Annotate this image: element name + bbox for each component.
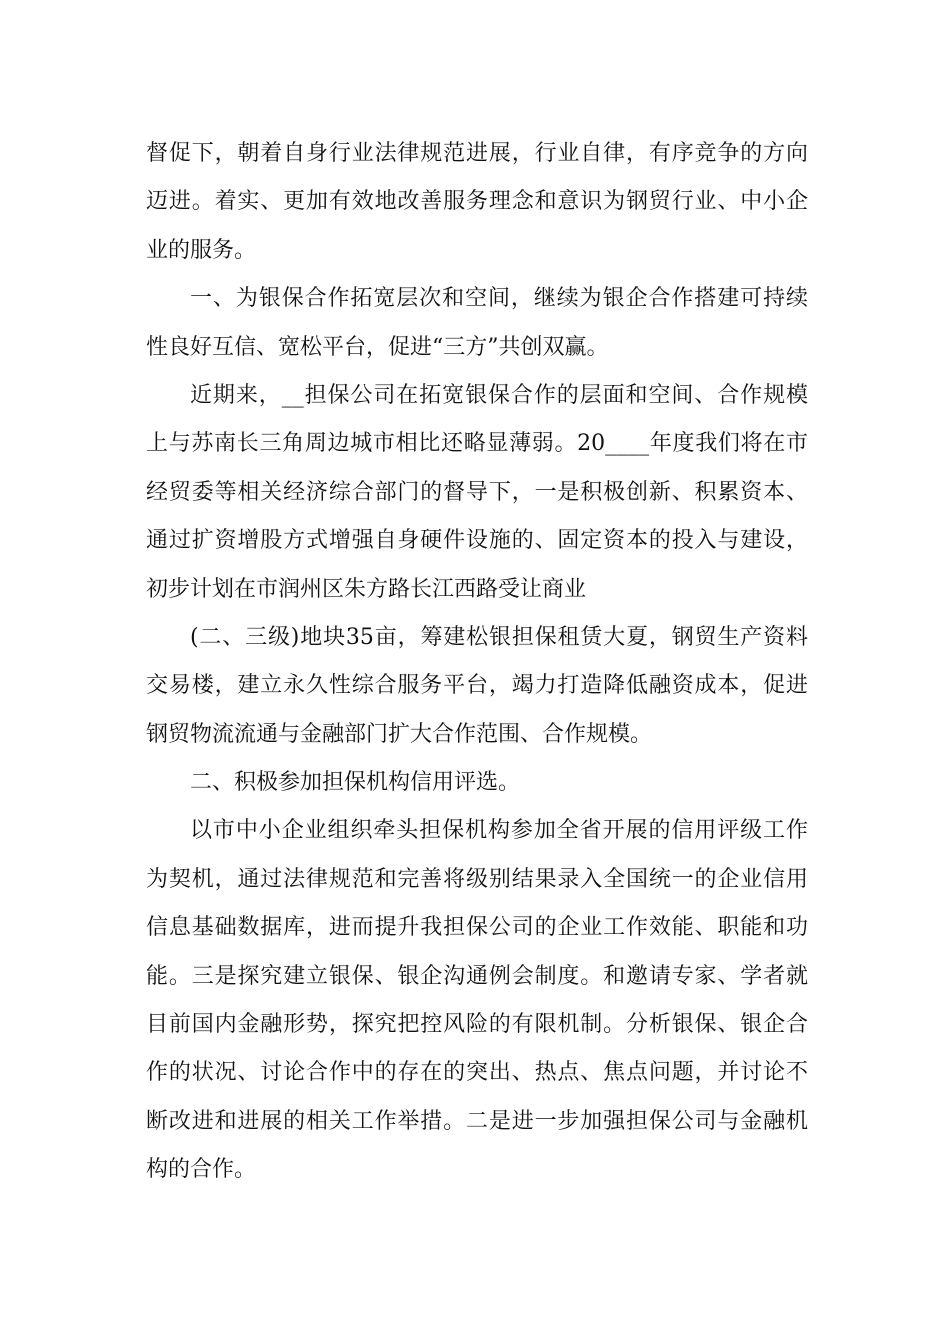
text-line: 钢贸物流流通与金融部门扩大合作范围、合作规模。 [146,721,653,747]
text-line: 二、积极参加担保机构信用评选。 [190,770,521,796]
text-line: 断改进和进展的相关工作举措。二是进一步加强担保公司与金融机 [146,1108,808,1134]
text-line: 业的服务。 [146,237,257,263]
paragraph-intro-continued [146,130,808,275]
text-line: 构的合作。 [146,1157,257,1183]
paragraph-section-1-body-cont [146,614,808,759]
text-line: 性良好互信、宽松平台，促进“三方”共创双赢。 [146,334,609,360]
text-line: 能。三是探究建立银保、银企沟通例会制度。和邀请专家、学者就 [146,963,808,989]
text-line: (二、三级)地块35亩，筹建松银担保租赁大夏，钢贸生产资料 [190,624,808,650]
paragraph-section-2-body [146,807,808,1194]
document-body [146,130,808,1195]
paragraph-section-1-body [146,372,808,614]
text-line: 上与苏南长三角周边城市相比还略显薄弱。20____年度我们将在市 [146,431,808,457]
text-line: 目前国内金融形势，探究把控风险的有限机制。分析银保、银企合 [146,1012,808,1038]
text-line: 经贸委等相关经济综合部门的督导下，一是积极创新、积累资本、 [146,479,808,505]
text-line: 一、为银保合作拓宽层次和空间，继续为银企合作搭建可持续 [190,286,808,312]
text-line: 以市中小企业组织牵头担保机构参加全省开展的信用评级工作 [190,818,808,844]
paragraph-section-2-heading [146,759,808,807]
paragraph-section-1-heading [146,275,808,372]
text-line: 近期来，__担保公司在拓宽银保合作的层面和空间、合作规模 [190,382,808,408]
text-line: 交易楼，建立永久性综合服务平台，竭力打造降低融资成本，促进 [146,673,808,699]
text-line: 为契机，通过法律规范和完善将级别结果录入全国统一的企业信用 [146,866,808,892]
text-line: 迈进。着实、更加有效地改善服务理念和意识为钢贸行业、中小企 [146,189,808,215]
text-line: 督促下，朝着自身行业法律规范进展，行业自律，有序竞争的方向 [146,141,808,166]
text-line: 通过扩资增股方式增强自身硬件设施的、固定资本的投入与建设， [146,528,808,554]
text-line: 作的状况、讨论合作中的存在的突出、热点、焦点问题，并讨论不 [146,1060,808,1086]
text-line: 初步计划在市润州区朱方路长江西路受让商业 [146,576,587,602]
text-line: 信息基础数据库，进而提升我担保公司的企业工作效能、职能和功 [146,915,808,941]
